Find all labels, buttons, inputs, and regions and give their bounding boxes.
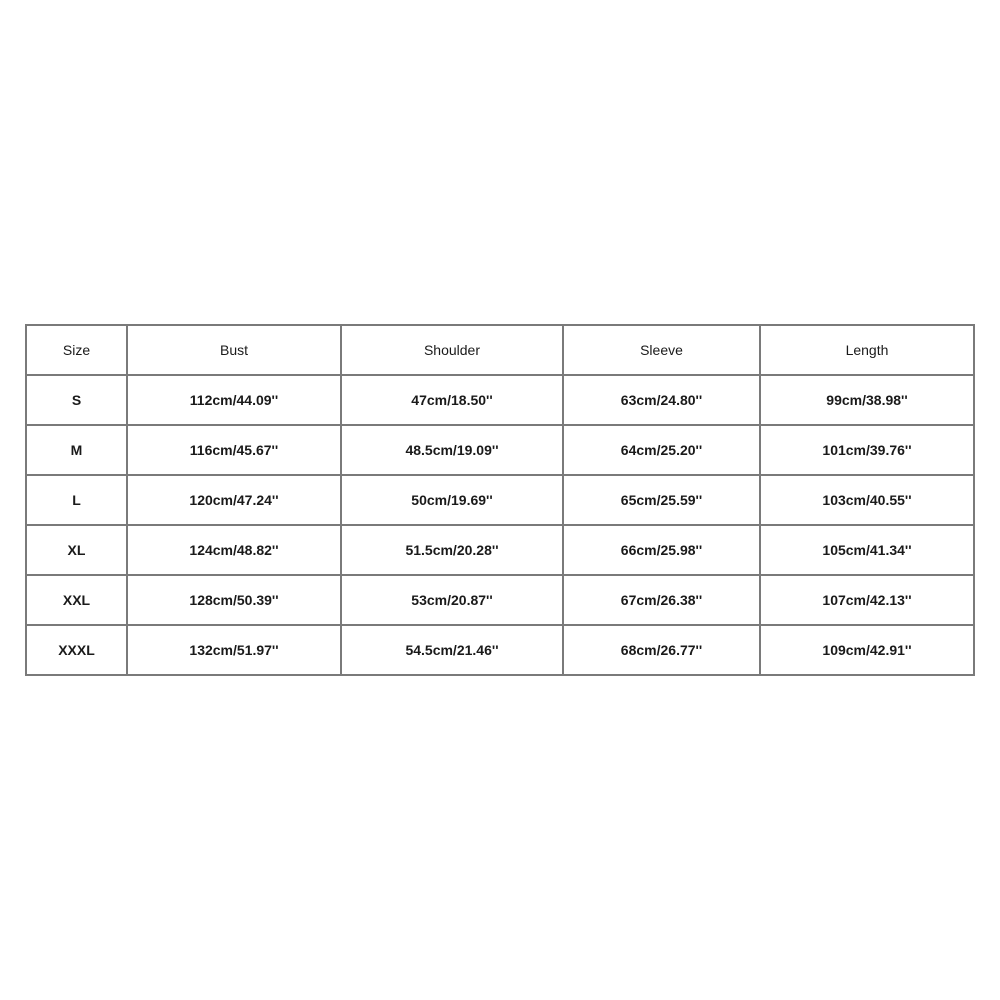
- shoulder-cell: 54.5cm/21.46'': [341, 625, 563, 675]
- shoulder-cell: 50cm/19.69'': [341, 475, 563, 525]
- header-shoulder: Shoulder: [341, 325, 563, 375]
- table-row: [26, 575, 974, 625]
- bust-cell: 116cm/45.67'': [127, 425, 341, 475]
- length-cell: 103cm/40.55'': [760, 475, 974, 525]
- length-cell: 105cm/41.34'': [760, 525, 974, 575]
- sleeve-cell: 65cm/25.59'': [563, 475, 760, 525]
- bust-cell: 112cm/44.09'': [127, 375, 341, 425]
- shoulder-cell: 48.5cm/19.09'': [341, 425, 563, 475]
- header-length: Length: [760, 325, 974, 375]
- header-bust: Bust: [127, 325, 341, 375]
- length-cell: 107cm/42.13'': [760, 575, 974, 625]
- header-row: [26, 325, 974, 375]
- sleeve-cell: 67cm/26.38'': [563, 575, 760, 625]
- table-row: [26, 625, 974, 675]
- size-cell: XXXL: [26, 625, 127, 675]
- bust-cell: 128cm/50.39'': [127, 575, 341, 625]
- bust-cell: 132cm/51.97'': [127, 625, 341, 675]
- table-header: [26, 325, 974, 375]
- size-cell: M: [26, 425, 127, 475]
- shoulder-cell: 51.5cm/20.28'': [341, 525, 563, 575]
- bust-cell: 120cm/47.24'': [127, 475, 341, 525]
- header-size: Size: [26, 325, 127, 375]
- sleeve-cell: 63cm/24.80'': [563, 375, 760, 425]
- size-cell: XL: [26, 525, 127, 575]
- shoulder-cell: 53cm/20.87'': [341, 575, 563, 625]
- sleeve-cell: 68cm/26.77'': [563, 625, 760, 675]
- bust-cell: 124cm/48.82'': [127, 525, 341, 575]
- table-row: [26, 525, 974, 575]
- table-row: [26, 425, 974, 475]
- table-row: [26, 475, 974, 525]
- size-cell: L: [26, 475, 127, 525]
- table-body: [26, 375, 974, 675]
- length-cell: 101cm/39.76'': [760, 425, 974, 475]
- size-cell: XXL: [26, 575, 127, 625]
- header-sleeve: Sleeve: [563, 325, 760, 375]
- table-row: [26, 375, 974, 425]
- size-chart-table: [25, 324, 975, 676]
- length-cell: 99cm/38.98'': [760, 375, 974, 425]
- length-cell: 109cm/42.91'': [760, 625, 974, 675]
- sleeve-cell: 66cm/25.98'': [563, 525, 760, 575]
- shoulder-cell: 47cm/18.50'': [341, 375, 563, 425]
- sleeve-cell: 64cm/25.20'': [563, 425, 760, 475]
- size-cell: S: [26, 375, 127, 425]
